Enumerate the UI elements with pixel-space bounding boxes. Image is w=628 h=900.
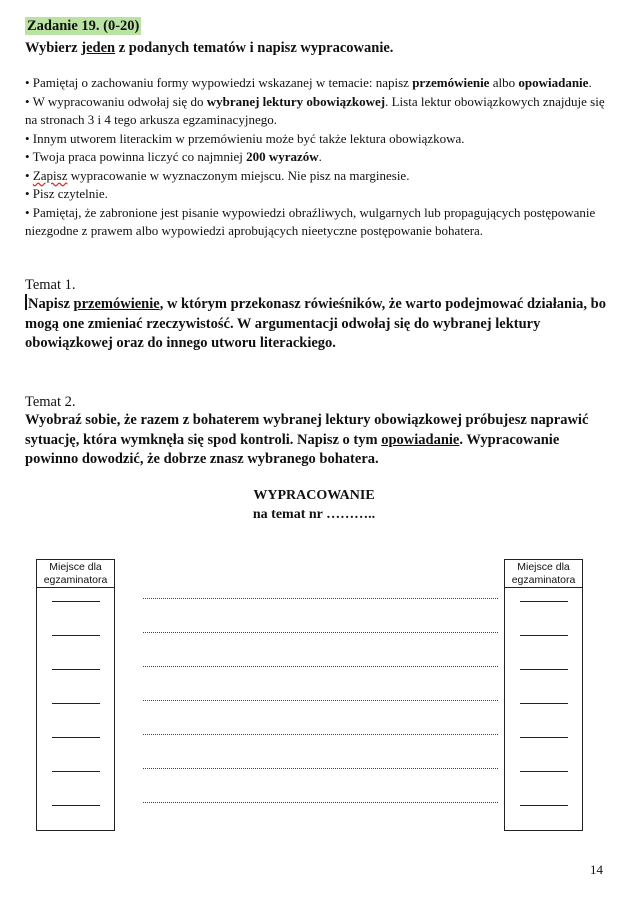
instruction-emphasis: jeden: [81, 40, 116, 56]
topic1-text: Napisz przemówienie, w którym przekonasz rówieśników, że warto podejmować działania, bo mogą one zmieniać rzeczywistość. W argumentacji odwołaj się do wybranej lektury obowiązkowej oraz do innego utworu literackiego.: [25, 296, 606, 351]
essay-writing-line[interactable]: [143, 802, 498, 803]
essay-writing-line[interactable]: [143, 598, 498, 599]
score-blank[interactable]: [520, 737, 568, 738]
score-blank[interactable]: [520, 601, 568, 602]
score-blank[interactable]: [520, 805, 568, 806]
examiner-box-right: [504, 559, 583, 831]
topic2-text: Wyobraź sobie, że razem z bohaterem wybranej lektury obowiązkowej próbujesz naprawić sytuację, która wymknęła się spod kontroli. Napisz o tym opowiadanie. Wypracowanie powinno dowodzić, że dobrze znasz wybranego bohatera.: [25, 412, 589, 467]
examiner-box-label: Miejsce dla egzaminatora: [37, 560, 114, 588]
score-blank[interactable]: [52, 601, 100, 602]
essay-heading: WYPRACOWANIE: [253, 488, 375, 503]
bullet-legible: • Pisz czytelnie.: [25, 186, 108, 201]
essay-writing-line[interactable]: [143, 700, 498, 701]
bullet-reading: • W wypracowaniu odwołaj się do wybranej lektury obowiązkowej. Lista lektur obowiązkowych znajduje się na stronach 3 i 4 tego arkusza egzaminacyjnego.: [25, 93, 605, 127]
topic1-label: Temat 1.: [25, 277, 76, 293]
score-blank[interactable]: [520, 669, 568, 670]
task-title: Zadanie 19. (0-20): [27, 18, 140, 34]
essay-writing-line[interactable]: [143, 666, 498, 667]
examiner-box-left: [36, 559, 115, 831]
essay-writing-line[interactable]: [143, 632, 498, 633]
score-blank[interactable]: [52, 737, 100, 738]
topic2-label: Temat 2.: [25, 394, 76, 410]
score-blank[interactable]: [52, 635, 100, 636]
score-blank[interactable]: [52, 703, 100, 704]
bullet-word-count: • Twoja praca powinna liczyć co najmniej 200 wyrazów.: [25, 149, 322, 164]
score-blank[interactable]: [52, 805, 100, 806]
essay-writing-line[interactable]: [143, 734, 498, 735]
bullet-forbidden: • Pamiętaj, że zabronione jest pisanie wypowiedzi obraźliwych, wulgarnych lub propagujących postępowanie niezgodne z prawem albo wypowiedzi aprobujących nieetyczne postępowanie bohatera.: [25, 204, 596, 238]
text-cursor: [25, 294, 27, 310]
examiner-box-label: Miejsce dla egzaminatora: [505, 560, 582, 588]
bullet-form: • Pamiętaj o zachowaniu formy wypowiedzi wskazanej w temacie: napisz przemówienie albo opowiadanie.: [25, 75, 592, 90]
bullet-other-work: • Innym utworem literackim w przemówieniu może być także lektura obowiązkowa.: [25, 130, 465, 146]
essay-subheading: na temat nr ………..: [252, 507, 376, 522]
score-blank[interactable]: [520, 703, 568, 704]
instruction-pre: Wybierz: [25, 40, 82, 56]
score-blank[interactable]: [52, 669, 100, 670]
score-blank[interactable]: [520, 771, 568, 772]
essay-writing-line[interactable]: [143, 768, 498, 769]
task-instruction: [25, 39, 393, 57]
score-blank[interactable]: [520, 635, 568, 636]
page-number: 14: [590, 862, 603, 877]
instruction-post: z podanych tematów i napisz wypracowanie.: [115, 40, 394, 56]
bullet-write-space: • Zapisz wypracowanie w wyznaczonym miejscu. Nie pisz na marginesie.: [25, 167, 410, 183]
score-blank[interactable]: [52, 771, 100, 772]
instructions-list: [25, 74, 610, 241]
